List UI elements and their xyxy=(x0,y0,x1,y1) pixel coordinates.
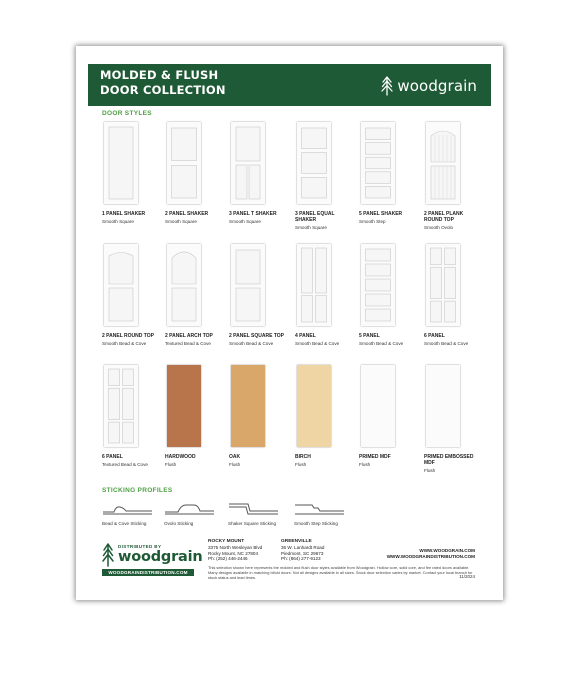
door-card xyxy=(295,122,353,231)
door-image xyxy=(361,244,395,326)
door-style-name: BIRCH xyxy=(295,454,311,460)
door-card xyxy=(165,244,223,347)
distributed-by-label: DISTRIBUTED BY xyxy=(118,544,162,549)
door-image xyxy=(104,122,138,204)
door-image xyxy=(167,244,201,326)
door-finish: Smooth Square xyxy=(102,218,134,224)
door-illustration xyxy=(297,122,331,204)
ovolo-profile-icon xyxy=(164,498,216,516)
distribution-site-link[interactable]: WOODGRAINDISTRIBUTION.COM xyxy=(102,569,194,576)
door-finish: Smooth Ovolo xyxy=(424,224,454,230)
door-illustration xyxy=(104,365,138,447)
profile-label: Shaker Square Sticking xyxy=(228,521,277,526)
catalog-sheet xyxy=(76,46,503,600)
door-finish: Smooth Bead & Cove xyxy=(295,340,340,346)
door-card xyxy=(102,244,160,347)
door-image xyxy=(104,244,138,326)
door-image xyxy=(167,122,201,204)
door-card xyxy=(359,244,417,347)
profile-bead-cove xyxy=(102,498,164,526)
door-style-name: 2 PANEL ARCH TOP xyxy=(165,333,213,339)
door-finish: Smooth Square xyxy=(165,218,197,224)
door-finish: Smooth Step xyxy=(359,218,386,224)
door-illustration xyxy=(426,244,460,326)
door-card xyxy=(102,365,160,468)
door-illustration xyxy=(361,122,395,204)
door-image xyxy=(426,244,460,326)
door-style-name: 2 PANEL PLANK ROUND TOP xyxy=(424,211,464,224)
door-finish: Textured Bead & Cove xyxy=(102,461,148,467)
door-card xyxy=(229,244,287,347)
door-style-name: 3 PANEL T SHAKER xyxy=(229,211,277,217)
shaker-square-profile-icon xyxy=(228,498,280,516)
distribution-url[interactable]: WWW.WOODGRAINDISTRIBUTION.COM xyxy=(386,553,475,559)
door-finish: Smooth Bead & Cove xyxy=(102,340,147,346)
door-illustration xyxy=(167,244,201,326)
smooth-step-profile-icon xyxy=(294,498,346,516)
door-style-name: 6 PANEL xyxy=(102,454,123,460)
door-image xyxy=(231,244,265,326)
tree-icon xyxy=(381,76,393,96)
door-image xyxy=(297,122,331,204)
woodgrain-logo xyxy=(381,75,477,97)
door-finish: Flush xyxy=(165,461,177,467)
logo-text: woodgrain xyxy=(397,77,477,95)
door-style-name: OAK xyxy=(229,454,241,460)
distributor-brand: woodgrain xyxy=(118,549,203,565)
profile-label: Smooth Step Sticking xyxy=(294,521,338,526)
page-title: MOLDED & FLUSH DOOR COLLECTION xyxy=(100,68,226,97)
door-image xyxy=(297,244,331,326)
door-style-name: HARDWOOD xyxy=(165,454,196,460)
woodgrain-url[interactable]: WWW.WOODGRAIN.COM xyxy=(419,548,475,553)
door-illustration xyxy=(426,122,460,204)
footer-urls xyxy=(387,548,475,560)
door-style-name: 5 PANEL SHAKER xyxy=(359,211,403,217)
door-card xyxy=(295,244,353,347)
door-image xyxy=(297,365,331,447)
door-style-name: 1 PANEL SHAKER xyxy=(102,211,146,217)
door-illustration xyxy=(104,244,138,326)
header-banner xyxy=(88,64,491,106)
door-style-name: 6 PANEL xyxy=(424,333,445,339)
door-card xyxy=(229,365,287,468)
door-image xyxy=(104,365,138,447)
door-illustration xyxy=(231,244,265,326)
door-finish: Smooth Bead & Cove xyxy=(424,340,469,346)
door-image xyxy=(361,365,395,447)
location-greenville: GREENVILLE 36 W. Lanhardt Road Piedmont, SC 29673 Ph: (864) 277-9123 xyxy=(281,539,325,562)
door-image xyxy=(167,365,201,447)
door-style-name: 2 PANEL ROUND TOP xyxy=(102,333,154,339)
door-illustration xyxy=(297,365,331,447)
door-styles-heading: DOOR STYLES xyxy=(102,110,152,117)
door-style-name: 2 PANEL SQUARE TOP xyxy=(229,333,285,339)
door-illustration xyxy=(167,122,201,204)
door-finish: Smooth Bead & Cove xyxy=(359,340,404,346)
profile-label: Ovolo Sticking xyxy=(164,521,194,526)
door-image xyxy=(426,122,460,204)
sticking-profiles-heading: STICKING PROFILES xyxy=(102,487,173,494)
door-card xyxy=(424,122,482,231)
disclaimer-text: This selection shown here represents the molded and flush door styles available from Woodgrain. Hollow core, solid core, and fire rated doors available. Many designs available in matching bifold doors. Not all designs available in all sizes. Stock door selection varies by market. Contact your local branch for stock status and lead times. xyxy=(208,565,473,580)
profile-shaker-square xyxy=(228,498,290,526)
bead-cove-profile-icon xyxy=(102,498,154,516)
door-finish: Flush xyxy=(424,467,436,473)
door-image xyxy=(426,365,460,447)
door-illustration xyxy=(231,122,265,204)
profile-label: Bead & Cove Sticking xyxy=(102,521,147,526)
door-illustration xyxy=(104,122,138,204)
door-card xyxy=(424,365,482,474)
door-illustration xyxy=(361,365,395,447)
door-card xyxy=(165,122,223,225)
door-finish: Smooth Square xyxy=(295,224,327,230)
door-card xyxy=(165,365,223,468)
door-illustration xyxy=(426,365,460,447)
door-image xyxy=(231,122,265,204)
door-card xyxy=(359,365,417,468)
door-illustration xyxy=(167,365,201,447)
door-image xyxy=(231,365,265,447)
door-finish: Textured Bead & Cove xyxy=(165,340,211,346)
door-style-name: 3 PANEL EQUAL SHAKER xyxy=(295,211,335,224)
door-card xyxy=(424,244,482,347)
revision-date: 11/2024 xyxy=(459,574,475,579)
door-card xyxy=(359,122,417,225)
door-style-name: PRIMED EMBOSSED MDF xyxy=(424,454,474,467)
door-style-name: PRIMED MDF xyxy=(359,454,391,460)
door-image xyxy=(361,122,395,204)
door-card xyxy=(229,122,287,225)
profile-ovolo xyxy=(164,498,226,526)
location-rocky-mount: ROCKY MOUNT 3375 North Wesleyan Blvd Rocky Mount, NC 27804 Ph: (252) 446-2446 xyxy=(208,539,263,562)
door-illustration xyxy=(231,365,265,447)
tree-icon xyxy=(102,543,114,567)
door-finish: Smooth Square xyxy=(229,218,261,224)
door-card xyxy=(295,365,353,468)
door-finish: Smooth Bead & Cove xyxy=(229,340,274,346)
door-finish: Flush xyxy=(359,461,371,467)
door-card xyxy=(102,122,160,225)
door-finish: Flush xyxy=(295,461,307,467)
door-finish: Flush xyxy=(229,461,241,467)
door-style-name: 5 PANEL xyxy=(359,333,380,339)
door-illustration xyxy=(361,244,395,326)
door-illustration xyxy=(297,244,331,326)
door-style-name: 2 PANEL SHAKER xyxy=(165,211,209,217)
door-style-name: 4 PANEL xyxy=(295,333,316,339)
profile-smooth-step xyxy=(294,498,356,526)
